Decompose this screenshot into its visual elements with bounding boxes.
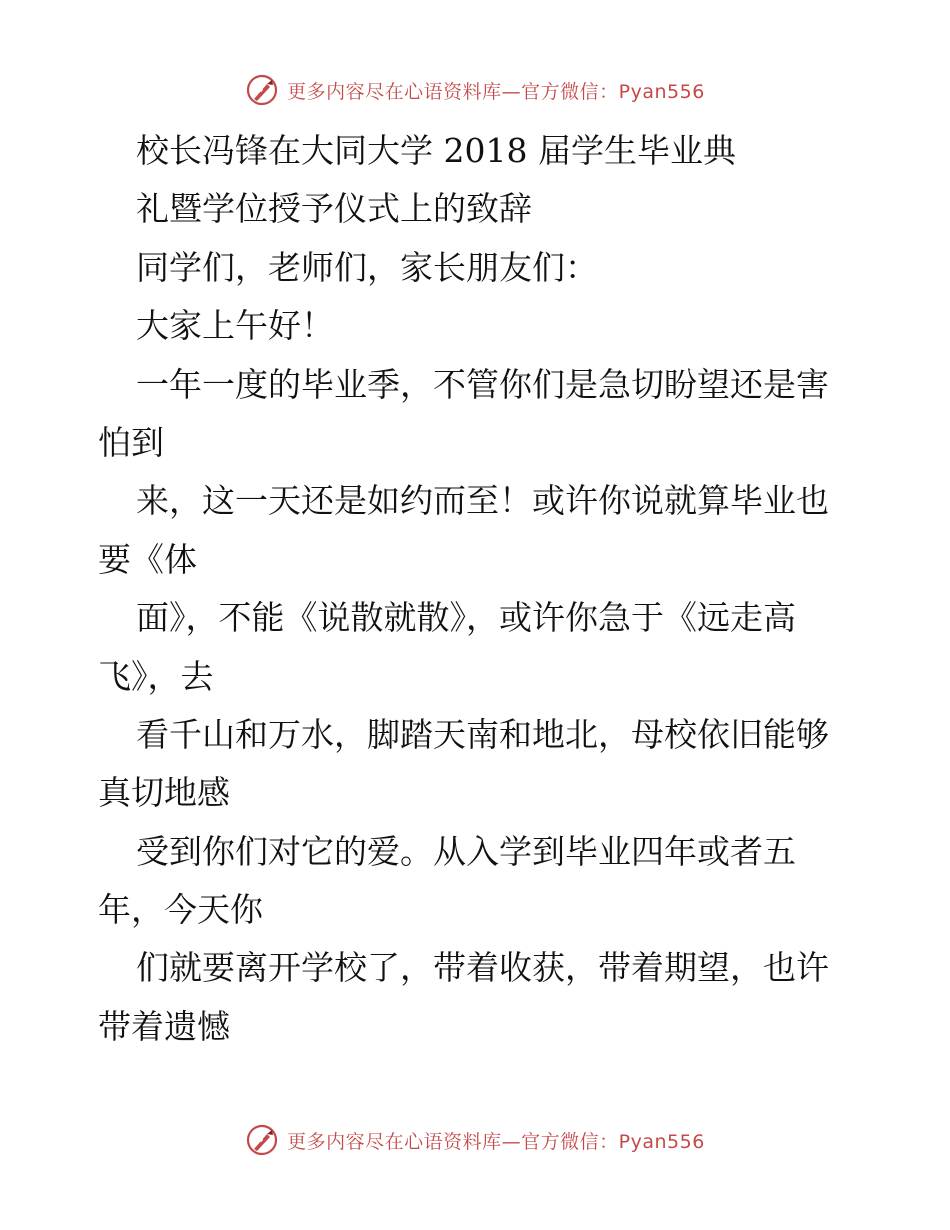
header-watermark-banner (0, 70, 950, 110)
body-line: 看千山和万水，脚踏天南和地北，母校依旧能够 (136, 714, 829, 754)
document-title-line-2: 礼暨学位授予仪式上的致辞 (136, 189, 532, 229)
salutation-line: 大家上午好！ (136, 306, 334, 346)
body-line: 真切地感 (98, 773, 230, 813)
body-line: 年，今天你 (98, 890, 263, 930)
footer-watermark-banner (0, 1120, 950, 1160)
body-line: 要《体 (98, 539, 197, 579)
document-title-line-1: 校长冯锋在大同大学 2018 届学生毕业典 (136, 131, 736, 170)
watermark-text: 更多内容尽在心语资料库—官方微信：Pyan556 (287, 80, 705, 103)
body-line: 受到你们对它的爱。从入学到毕业四年或者五 (136, 831, 796, 871)
body-line: 怕到 (98, 422, 164, 462)
body-line: 飞》，去 (98, 656, 214, 696)
body-line: 面》，不能《说散就散》，或许你急于《远走高 (136, 598, 796, 638)
greeting-line: 同学们，老师们，家长朋友们： (136, 247, 598, 287)
body-line: 来，这一天还是如约而至！或许你说就算毕业也 (136, 481, 829, 521)
quill-pen-logo-icon (245, 73, 279, 107)
body-line: 们就要离开学校了，带着收获，带着期望，也许 (136, 948, 829, 988)
document-body (98, 122, 858, 1056)
body-line: 一年一度的毕业季，不管你们是急切盼望还是害 (136, 364, 829, 404)
body-line: 带着遗憾 (98, 1006, 230, 1046)
quill-pen-logo-icon (245, 1123, 279, 1157)
watermark-text: 更多内容尽在心语资料库—官方微信：Pyan556 (287, 1130, 705, 1153)
